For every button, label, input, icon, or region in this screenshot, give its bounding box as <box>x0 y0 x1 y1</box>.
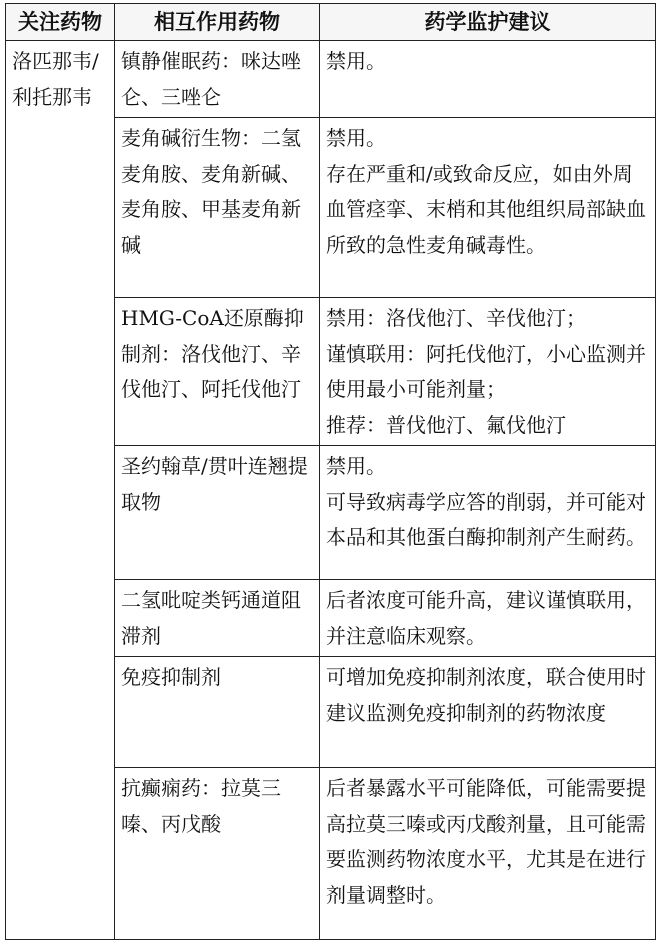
interacting-drug-cell: 免疫抑制剂 <box>115 657 320 768</box>
table-body <box>6 41 656 940</box>
interacting-drug-cell: 二氢吡啶类钙通道阻滞剂 <box>115 580 320 657</box>
advice-cell: 禁用。 存在严重和/或致命反应，如由外周血管痉挛、末梢和其他组织局部缺血所致的急性麦角碱毒性。 <box>320 118 656 298</box>
header-interacting-drug: 相互作用药物 <box>115 4 320 41</box>
table-header <box>6 4 656 41</box>
interacting-drug-cell: 圣约翰草/贯叶连翘提取物 <box>115 446 320 580</box>
interaction-table <box>5 3 656 940</box>
header-row <box>6 4 656 41</box>
advice-cell: 禁用。 可导致病毒学应答的削弱，并可能对本品和其他蛋白酶抑制剂产生耐药。 <box>320 446 656 580</box>
advice-cell: 可增加免疫抑制剂浓度，联合使用时建议监测免疫抑制剂的药物浓度 <box>320 657 656 768</box>
drug-name-cell: 洛匹那韦/利托那韦 <box>6 41 115 940</box>
table-row <box>6 41 656 118</box>
advice-cell: 禁用：洛伐他汀、辛伐他汀； 谨慎联用：阿托伐他汀，小心监测并使用最小可能剂量； 推荐：普伐他汀、氟伐他汀 <box>320 298 656 446</box>
interacting-drug-cell: 麦角碱衍生物：二氢麦角胺、麦角新碱、麦角胺、甲基麦角新碱 <box>115 118 320 298</box>
advice-cell: 禁用。 <box>320 41 656 118</box>
interacting-drug-cell: 镇静催眠药：咪达唑仑、三唑仑 <box>115 41 320 118</box>
advice-cell: 后者暴露水平可能降低，可能需要提高拉莫三嗪或丙戊酸剂量，且可能需要监测药物浓度水平，尤其是在进行剂量调整时。 <box>320 768 656 940</box>
header-advice: 药学监护建议 <box>320 4 656 41</box>
header-drug: 关注药物 <box>6 4 115 41</box>
interacting-drug-cell: 抗癫痫药：拉莫三嗪、丙戊酸 <box>115 768 320 940</box>
interacting-drug-cell: HMG-CoA还原酶抑制剂：洛伐他汀、辛伐他汀、阿托伐他汀 <box>115 298 320 446</box>
advice-cell: 后者浓度可能升高，建议谨慎联用，并注意临床观察。 <box>320 580 656 657</box>
